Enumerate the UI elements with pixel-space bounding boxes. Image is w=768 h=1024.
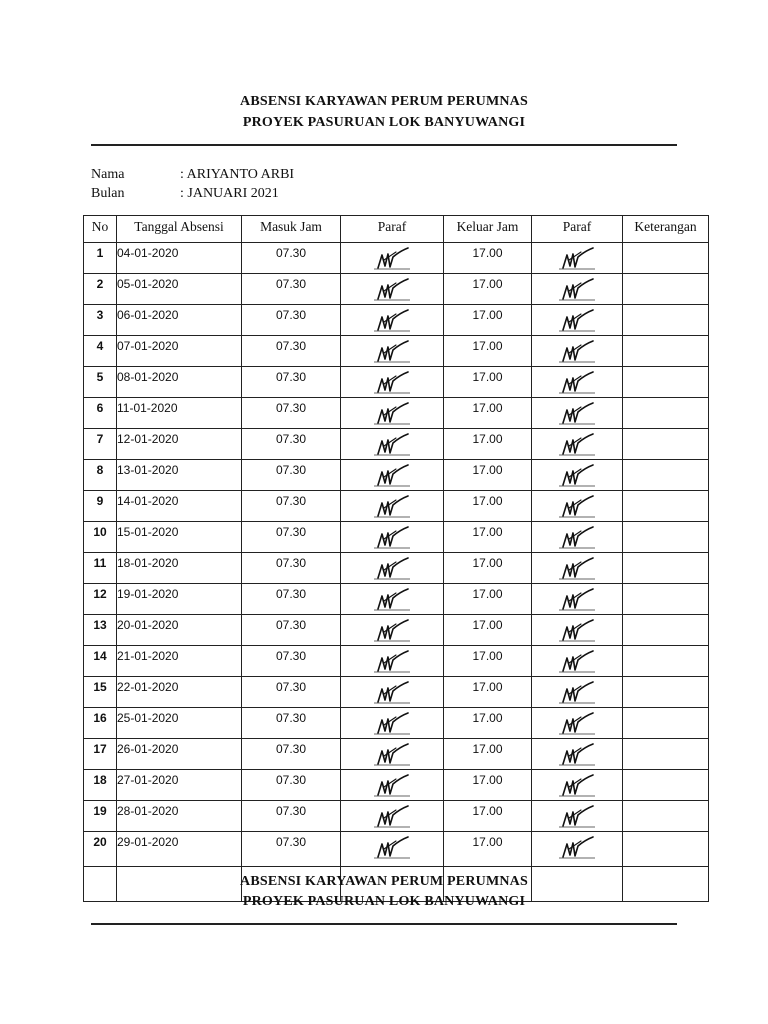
signature-out bbox=[532, 708, 623, 739]
signature-in bbox=[341, 584, 444, 615]
row-date: 04-01-2020 bbox=[117, 243, 242, 274]
row-notes bbox=[623, 770, 709, 801]
page-title-line2: PROYEK PASURUAN LOK BANYUWANGI bbox=[242, 115, 526, 130]
row-number: 17 bbox=[84, 739, 117, 770]
row-notes bbox=[623, 460, 709, 491]
signature-out bbox=[532, 274, 623, 305]
column-header-paraf-out: Paraf bbox=[532, 216, 623, 243]
table-row bbox=[84, 429, 709, 460]
column-header-date: Tanggal Absensi bbox=[117, 216, 242, 243]
name-value: : ARIYANTO ARBI bbox=[180, 167, 295, 182]
row-time-out: 17.00 bbox=[444, 460, 532, 491]
row-time-in: 07.30 bbox=[242, 770, 341, 801]
row-date: 21-01-2020 bbox=[117, 646, 242, 677]
table-row bbox=[84, 677, 709, 708]
row-notes bbox=[623, 491, 709, 522]
row-number: 10 bbox=[84, 522, 117, 553]
table-row bbox=[84, 584, 709, 615]
row-time-out: 17.00 bbox=[444, 274, 532, 305]
signature-out bbox=[532, 491, 623, 522]
row-time-out: 17.00 bbox=[444, 708, 532, 739]
row-date: 18-01-2020 bbox=[117, 553, 242, 584]
table-header-row bbox=[84, 216, 709, 243]
row-date: 27-01-2020 bbox=[117, 770, 242, 801]
row-date: 29-01-2020 bbox=[117, 832, 242, 867]
row-time-in: 07.30 bbox=[242, 708, 341, 739]
table-row bbox=[84, 739, 709, 770]
row-notes bbox=[623, 336, 709, 367]
row-date: 14-01-2020 bbox=[117, 491, 242, 522]
column-header-paraf-in: Paraf bbox=[341, 216, 444, 243]
signature-in bbox=[341, 398, 444, 429]
signature-in bbox=[341, 522, 444, 553]
row-time-in: 07.30 bbox=[242, 553, 341, 584]
signature-out bbox=[532, 832, 623, 867]
signature-out bbox=[532, 584, 623, 615]
row-date: 13-01-2020 bbox=[117, 460, 242, 491]
row-time-in: 07.30 bbox=[242, 646, 341, 677]
table-row bbox=[84, 522, 709, 553]
row-number: 3 bbox=[84, 305, 117, 336]
month-value: : JANUARI 2021 bbox=[180, 186, 279, 201]
row-time-in: 07.30 bbox=[242, 832, 341, 867]
row-date: 07-01-2020 bbox=[117, 336, 242, 367]
column-header-time-out: Keluar Jam bbox=[444, 216, 532, 243]
row-time-out: 17.00 bbox=[444, 584, 532, 615]
row-notes bbox=[623, 522, 709, 553]
table-row bbox=[84, 305, 709, 336]
row-number: 7 bbox=[84, 429, 117, 460]
row-number: 2 bbox=[84, 274, 117, 305]
row-number: 5 bbox=[84, 367, 117, 398]
row-date: 20-01-2020 bbox=[117, 615, 242, 646]
signature-in bbox=[341, 708, 444, 739]
row-number: 9 bbox=[84, 491, 117, 522]
row-time-out: 17.00 bbox=[444, 615, 532, 646]
row-number: 14 bbox=[84, 646, 117, 677]
row-number: 8 bbox=[84, 460, 117, 491]
footer-title-line1: ABSENSI KARYAWAN PERUM PERUMNAS bbox=[240, 874, 528, 889]
signature-out bbox=[532, 646, 623, 677]
row-notes bbox=[623, 615, 709, 646]
row-time-in: 07.30 bbox=[242, 584, 341, 615]
signature-out bbox=[532, 460, 623, 491]
signature-out bbox=[532, 243, 623, 274]
signature-in bbox=[341, 677, 444, 708]
row-notes bbox=[623, 646, 709, 677]
signature-in bbox=[341, 274, 444, 305]
page-title-line1: ABSENSI KARYAWAN PERUM PERUMNAS bbox=[240, 94, 528, 109]
row-time-in: 07.30 bbox=[242, 615, 341, 646]
row-number: 4 bbox=[84, 336, 117, 367]
row-time-in: 07.30 bbox=[242, 739, 341, 770]
footer-title-line2: PROYEK PASURUAN LOK BANYUWANGI bbox=[242, 894, 526, 909]
table-row bbox=[84, 646, 709, 677]
row-date: 26-01-2020 bbox=[117, 739, 242, 770]
signature-out bbox=[532, 367, 623, 398]
table-row bbox=[84, 460, 709, 491]
row-date: 08-01-2020 bbox=[117, 367, 242, 398]
row-time-out: 17.00 bbox=[444, 398, 532, 429]
table-row bbox=[84, 336, 709, 367]
row-time-out: 17.00 bbox=[444, 522, 532, 553]
row-number: 12 bbox=[84, 584, 117, 615]
signature-in bbox=[341, 739, 444, 770]
row-time-out: 17.00 bbox=[444, 801, 532, 832]
signature-in bbox=[341, 770, 444, 801]
signature-out bbox=[532, 615, 623, 646]
column-header-no: No bbox=[84, 216, 117, 243]
month-label: Bulan bbox=[91, 186, 125, 201]
row-time-in: 07.30 bbox=[242, 243, 341, 274]
row-notes bbox=[623, 367, 709, 398]
signature-out bbox=[532, 522, 623, 553]
row-date: 06-01-2020 bbox=[117, 305, 242, 336]
table-row bbox=[84, 367, 709, 398]
row-time-out: 17.00 bbox=[444, 770, 532, 801]
header-divider bbox=[91, 144, 677, 146]
row-date: 12-01-2020 bbox=[117, 429, 242, 460]
signature-out bbox=[532, 677, 623, 708]
row-time-out: 17.00 bbox=[444, 429, 532, 460]
row-notes bbox=[623, 584, 709, 615]
row-notes bbox=[623, 305, 709, 336]
row-time-in: 07.30 bbox=[242, 429, 341, 460]
signature-in bbox=[341, 553, 444, 584]
signature-in bbox=[341, 305, 444, 336]
row-time-out: 17.00 bbox=[444, 243, 532, 274]
row-number: 13 bbox=[84, 615, 117, 646]
table-row bbox=[84, 801, 709, 832]
row-notes bbox=[623, 243, 709, 274]
attendance-table bbox=[83, 215, 709, 902]
table-row bbox=[84, 274, 709, 305]
row-date: 11-01-2020 bbox=[117, 398, 242, 429]
row-time-out: 17.00 bbox=[444, 739, 532, 770]
row-time-out: 17.00 bbox=[444, 305, 532, 336]
row-date: 28-01-2020 bbox=[117, 801, 242, 832]
row-notes bbox=[623, 832, 709, 867]
name-label: Nama bbox=[91, 167, 125, 182]
row-number: 20 bbox=[84, 832, 117, 867]
table-row bbox=[84, 832, 709, 867]
row-date: 05-01-2020 bbox=[117, 274, 242, 305]
table-row bbox=[84, 770, 709, 801]
column-header-notes: Keterangan bbox=[623, 216, 709, 243]
row-number: 1 bbox=[84, 243, 117, 274]
signature-in bbox=[341, 491, 444, 522]
signature-out bbox=[532, 801, 623, 832]
table-row bbox=[84, 553, 709, 584]
row-notes bbox=[623, 398, 709, 429]
signature-out bbox=[532, 336, 623, 367]
row-time-in: 07.30 bbox=[242, 491, 341, 522]
table-row bbox=[84, 615, 709, 646]
signature-in bbox=[341, 336, 444, 367]
signature-in bbox=[341, 646, 444, 677]
table-row bbox=[84, 243, 709, 274]
row-date: 19-01-2020 bbox=[117, 584, 242, 615]
row-number: 11 bbox=[84, 553, 117, 584]
row-number: 16 bbox=[84, 708, 117, 739]
signature-out bbox=[532, 398, 623, 429]
signature-out bbox=[532, 429, 623, 460]
row-number: 6 bbox=[84, 398, 117, 429]
signature-in bbox=[341, 801, 444, 832]
table-row bbox=[84, 708, 709, 739]
row-number: 19 bbox=[84, 801, 117, 832]
signature-out bbox=[532, 553, 623, 584]
signature-out bbox=[532, 770, 623, 801]
row-time-in: 07.30 bbox=[242, 522, 341, 553]
row-date: 15-01-2020 bbox=[117, 522, 242, 553]
row-time-in: 07.30 bbox=[242, 274, 341, 305]
signature-in bbox=[341, 429, 444, 460]
row-notes bbox=[623, 801, 709, 832]
row-number: 18 bbox=[84, 770, 117, 801]
row-notes bbox=[623, 553, 709, 584]
row-notes bbox=[623, 429, 709, 460]
column-header-time-in: Masuk Jam bbox=[242, 216, 341, 243]
signature-in bbox=[341, 615, 444, 646]
table-row bbox=[84, 398, 709, 429]
row-notes bbox=[623, 677, 709, 708]
row-time-out: 17.00 bbox=[444, 832, 532, 867]
row-date: 25-01-2020 bbox=[117, 708, 242, 739]
row-time-in: 07.30 bbox=[242, 801, 341, 832]
row-time-out: 17.00 bbox=[444, 336, 532, 367]
signature-in bbox=[341, 832, 444, 867]
row-time-out: 17.00 bbox=[444, 677, 532, 708]
row-time-out: 17.00 bbox=[444, 491, 532, 522]
row-notes bbox=[623, 274, 709, 305]
row-number: 15 bbox=[84, 677, 117, 708]
row-time-in: 07.30 bbox=[242, 398, 341, 429]
signature-in bbox=[341, 460, 444, 491]
signature-out bbox=[532, 739, 623, 770]
row-time-in: 07.30 bbox=[242, 305, 341, 336]
signature-in bbox=[341, 367, 444, 398]
row-notes bbox=[623, 708, 709, 739]
table-row bbox=[84, 491, 709, 522]
signature-out bbox=[532, 305, 623, 336]
row-time-in: 07.30 bbox=[242, 460, 341, 491]
footer-divider bbox=[91, 923, 677, 925]
row-time-out: 17.00 bbox=[444, 646, 532, 677]
row-time-out: 17.00 bbox=[444, 553, 532, 584]
signature-in bbox=[341, 243, 444, 274]
row-date: 22-01-2020 bbox=[117, 677, 242, 708]
row-time-in: 07.30 bbox=[242, 677, 341, 708]
row-time-out: 17.00 bbox=[444, 367, 532, 398]
row-time-in: 07.30 bbox=[242, 336, 341, 367]
row-notes bbox=[623, 739, 709, 770]
row-time-in: 07.30 bbox=[242, 367, 341, 398]
